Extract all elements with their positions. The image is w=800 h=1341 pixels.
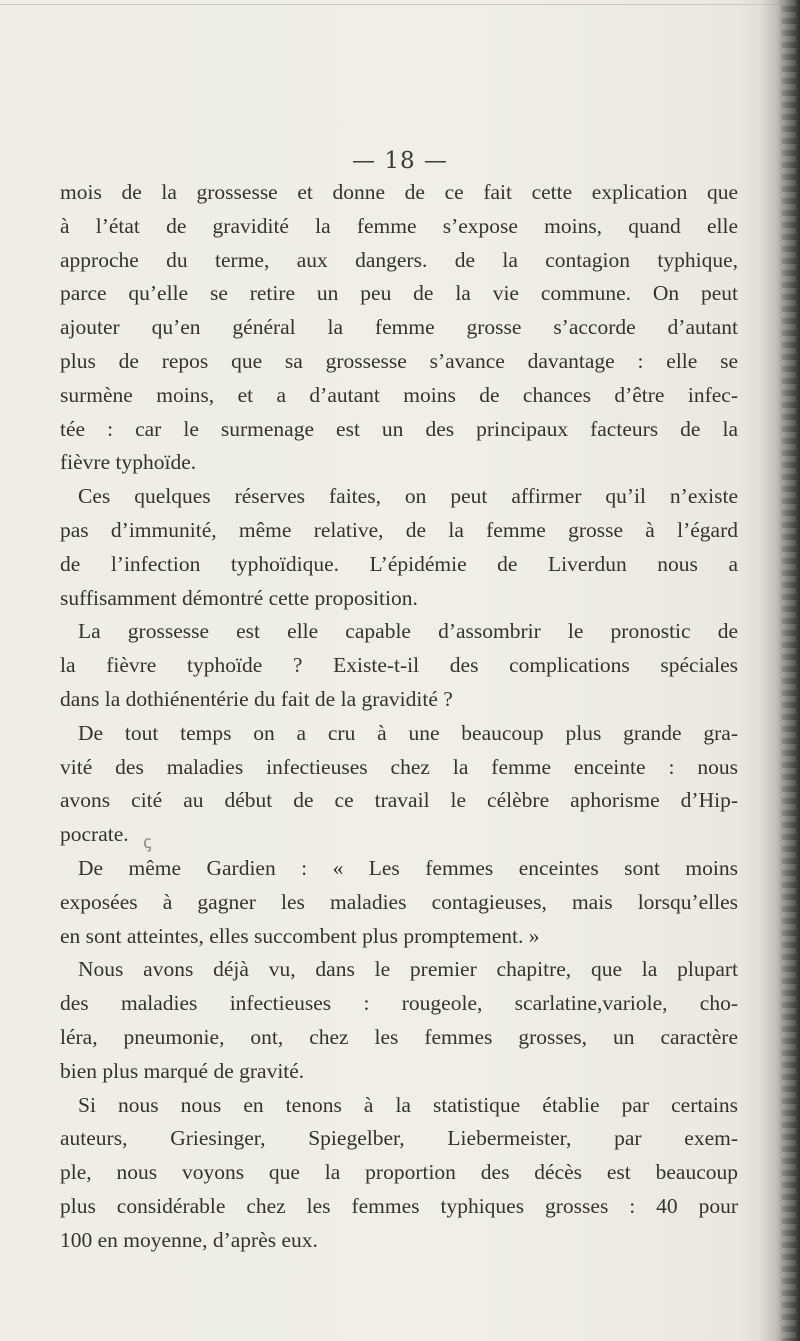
text-line: plus de repos que sa grossesse s’avance davantage : elle se [60, 348, 738, 373]
text-line: De tout temps on a cru à une beaucoup plus grande gra- [78, 720, 738, 745]
text-line: léra, pneumonie, ont, chez les femmes grosses, un caractère [60, 1024, 738, 1049]
page-edge-texture [782, 0, 796, 1341]
text-line: fièvre typhoïde. [60, 450, 197, 475]
text-line: avons cité au début de ce travail le célèbre aphorisme d’Hip- [60, 788, 738, 813]
text-line: suffisamment démontré cette proposition. [60, 585, 418, 610]
text-line: La grossesse est elle capable d’assombrir le pronostic de [78, 619, 738, 644]
text-line: bien plus marqué de gravité. [60, 1058, 305, 1083]
text-line: Nous avons déjà vu, dans le premier chapitre, que la plupart [78, 957, 738, 982]
text-line: dans la dothiénentérie du fait de la gravidité ? [60, 686, 453, 711]
text-line: tée : car le surmenage est un des principaux facteurs de la [60, 416, 738, 441]
text-line: approche du terme, aux dangers. de la contagion typhique, [60, 247, 738, 272]
page-top-rule [0, 4, 800, 5]
text-line: à l’état de gravidité la femme s’expose moins, quand elle [60, 213, 738, 238]
footer-mark: ꞔ [143, 832, 152, 853]
text-line: exposées à gagner les maladies contagieuses, mais lorsqu’elles [60, 889, 738, 914]
text-line: Si nous nous en tenons à la statistique établie par certains [78, 1092, 738, 1117]
page-number: — 18 — [352, 148, 448, 174]
text-line: vité des maladies infectieuses chez la femme enceinte : nous [60, 754, 738, 779]
text-line: pas d’immunité, même relative, de la femme grosse à l’égard [60, 517, 738, 542]
text-line: ajouter qu’en général la femme grosse s’accorde d’autant [60, 315, 738, 340]
text-line: 100 en moyenne, d’après eux. [60, 1227, 318, 1252]
text-line: mois de la grossesse et donne de ce fait cette explication que [60, 180, 738, 204]
text-line: la fièvre typhoïde ? Existe-t-il des complications spéciales [60, 653, 738, 678]
text-line: surmène moins, et a d’autant moins de chances d’être infec- [60, 382, 738, 407]
text-line: ple, nous voyons que la proportion des décès est beaucoup [60, 1160, 738, 1185]
text-line: Ces quelques réserves faites, on peut affirmer qu’il n’existe [78, 484, 738, 509]
text-line: en sont atteintes, elles succombent plus promptement. » [60, 923, 540, 948]
text-line: des maladies infectieuses : rougeole, scarlatine,variole, cho- [60, 991, 738, 1016]
text-line: de l’infection typhoïdique. L’épidémie de Liverdun nous a [60, 551, 738, 576]
text-line: pocrate. [60, 822, 129, 847]
text-line: auteurs, Griesinger, Spiegelber, Liebermeister, par exem- [60, 1126, 738, 1151]
text-line: parce qu’elle se retire un peu de la vie commune. On peut [60, 281, 738, 306]
body-text [60, 176, 738, 1258]
text-line: De même Gardien : « Les femmes enceintes sont moins [78, 855, 738, 880]
text-line: plus considérable chez les femmes typhiques grosses : 40 pour [60, 1193, 738, 1218]
